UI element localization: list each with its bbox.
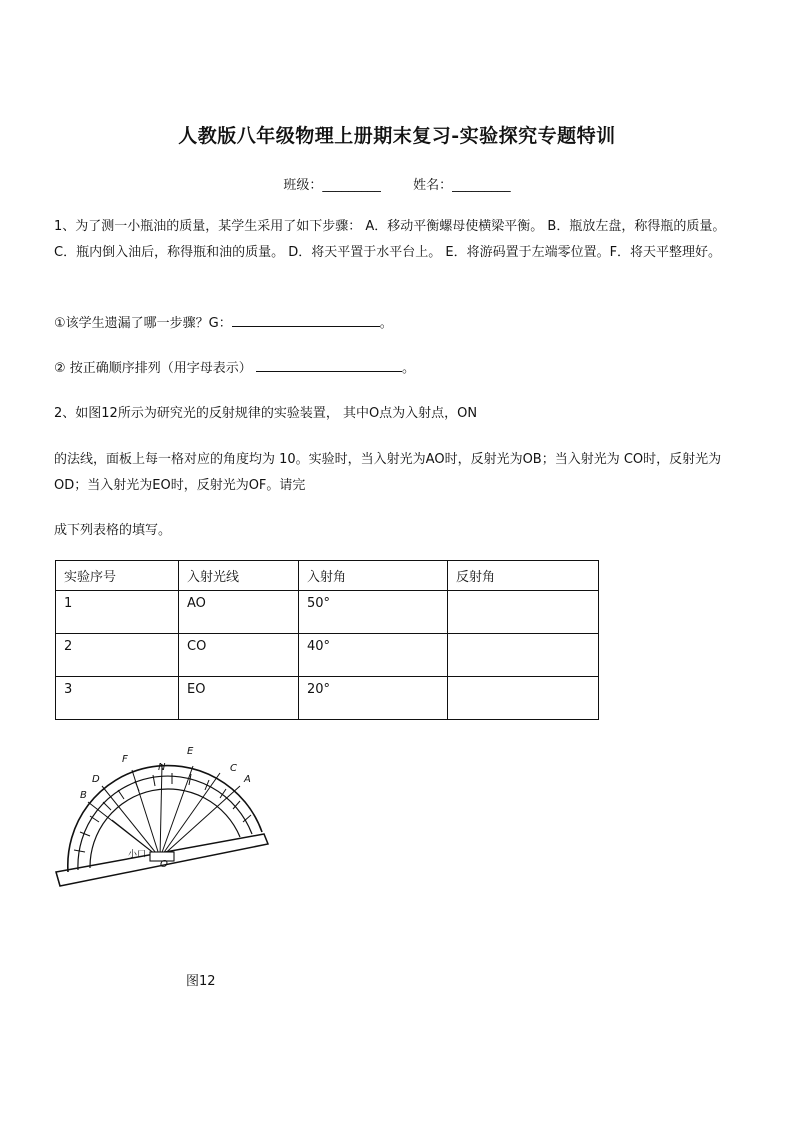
label-port: 小口 — [128, 850, 147, 860]
class-label: 班级：_________ — [283, 178, 381, 193]
table-row — [56, 591, 599, 634]
table-cell: 2 — [56, 634, 179, 677]
table-header: 实验序号 — [56, 561, 179, 591]
question-1-sub-2 — [54, 356, 744, 382]
label-n: N — [158, 762, 166, 773]
table-row — [56, 634, 599, 677]
table-header: 入射角 — [299, 561, 448, 591]
table-cell: AO — [179, 591, 299, 634]
figure-caption: 图12 — [186, 974, 216, 989]
label-d: D — [92, 774, 100, 785]
question-1-sub-1 — [54, 311, 744, 337]
label-e: E — [187, 746, 194, 757]
table-header: 反射角 — [448, 561, 599, 591]
table-cell: 50° — [299, 591, 448, 634]
q1-sub1-suffix: 。 — [379, 316, 393, 331]
page-title: 人教版八年级物理上册期末复习-实验探究专题特训 — [178, 125, 616, 147]
table-cell: 20° — [299, 677, 448, 720]
table-cell: 40° — [299, 634, 448, 677]
label-a: A — [244, 774, 251, 785]
table-answer-cell[interactable] — [448, 677, 599, 720]
q1-sub2-answer-blank[interactable] — [256, 357, 402, 372]
label-c: C — [230, 763, 237, 774]
reflection-table — [55, 560, 599, 720]
table-header: 入射光线 — [179, 561, 299, 591]
question-2-line-1: 2、如图12所示为研究光的反射规律的实验装置， 其中O点为入射点，ON — [54, 406, 478, 421]
question-2-line-3: 成下列表格的填写。 — [54, 523, 172, 538]
table-cell: EO — [179, 677, 299, 720]
q1-sub1-prefix: ①该学生遗漏了哪一步骤？G： — [54, 316, 232, 331]
q1-sub1-answer-blank[interactable] — [232, 312, 380, 327]
q1-sub2-suffix: 。 — [401, 361, 415, 376]
reflection-apparatus-figure — [50, 740, 272, 900]
label-f: F — [122, 754, 128, 765]
table-answer-cell[interactable] — [448, 591, 599, 634]
table-answer-cell[interactable] — [448, 634, 599, 677]
table-cell: CO — [179, 634, 299, 677]
table-header-row — [56, 561, 599, 591]
table-cell: 3 — [56, 677, 179, 720]
table-cell: 1 — [56, 591, 179, 634]
name-label: 姓名：_________ — [413, 178, 511, 193]
label-o: O — [160, 859, 168, 870]
question-2-line-2: 的法线，面板上每一格对应的角度均为 10。实验时，当入射光为AO时，反射光为OB；当入射光为 CO时，反射光为OD；当入射光为EO时，反射光为OF。请完 — [54, 452, 722, 493]
label-b: B — [80, 790, 87, 801]
table-row — [56, 677, 599, 720]
q1-sub2-prefix: ② 按正确顺序排列（用字母表示） — [54, 361, 252, 376]
student-info — [0, 174, 794, 193]
question-1-text: 1、为了测一小瓶油的质量，某学生采用了如下步骤： A．移动平衡螺母使横梁平衡。 B．瓶放左盘，称得瓶的质量。C．瓶内倒入油后，称得瓶和油的质量。 D．将天平置于水平台上。 E．将游码置于左端零位置。F．将天平整理好。 — [54, 219, 726, 260]
